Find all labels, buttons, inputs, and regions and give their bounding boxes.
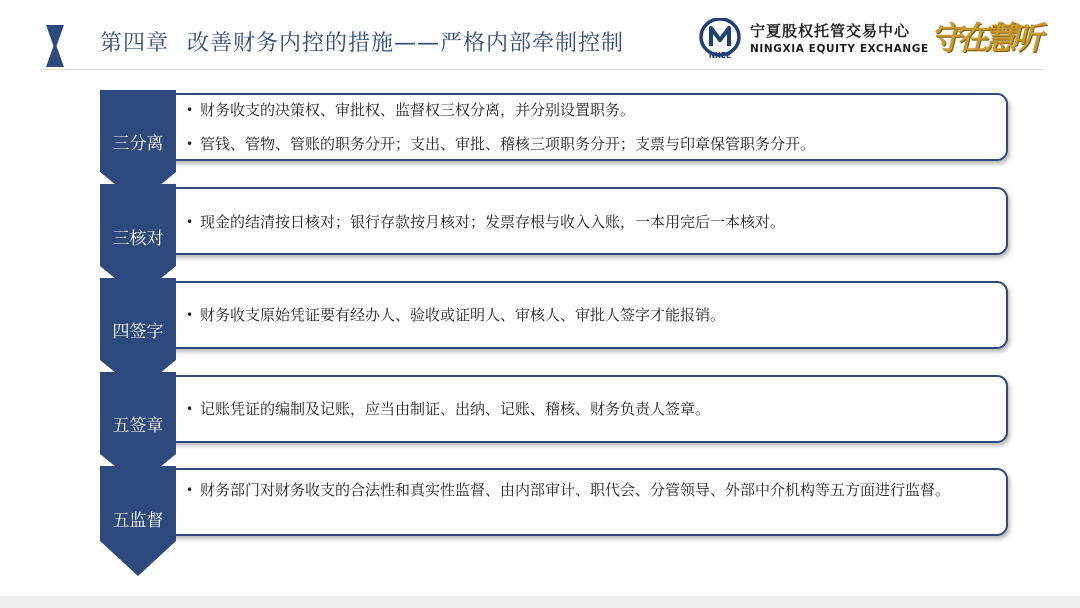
exchange-logo-icon	[698, 18, 742, 60]
hourglass-icon	[46, 25, 64, 67]
chapter-label: 第四章	[100, 31, 170, 56]
page-title	[100, 24, 624, 64]
row-4-item-1: • 记账凭证的编制及记账，应当由制证、出纳、记账、稽核、财务负责人签章。	[186, 400, 711, 418]
slogan-calligraphy: 守在慧听	[930, 19, 1039, 57]
logo-mark-text: NXEE	[708, 51, 732, 60]
bottom-bar	[0, 596, 1080, 608]
row-label-3: 四签字	[112, 322, 164, 342]
row-5-item-1: • 财务部门对财务收支的合法性和真实性监督、由内部审计、职代会、分管领导、外部中介机构等五方面进行监督。	[186, 481, 951, 499]
row-label-5: 五监督	[112, 511, 164, 531]
row-label-4: 五签章	[112, 416, 164, 436]
org-name-cn: 宁夏股权托管交易中心	[750, 22, 911, 40]
title-text: 改善财务内控的措施——严格内部牵制控制	[187, 31, 625, 56]
row-2-item-1: • 现金的结清按日核对；银行存款按月核对；发票存根与收入入账，一本用完后一本核对。	[186, 213, 786, 231]
row-1-item-2: • 管钱、管物、管账的职务分开；支出、审批、稽核三项职务分开；支票与印章保管职务分开。	[186, 135, 816, 153]
row-3-item-1: • 财务收支原始凭证要有经办人、验收或证明人、审核人、审批人签字才能报销。	[186, 306, 726, 324]
org-name-en: NINGXIA EQUITY EXCHANGE	[750, 43, 929, 55]
row-label-2: 三核对	[112, 229, 164, 249]
header-divider	[40, 69, 1045, 70]
row-label-1: 三分离	[112, 134, 164, 154]
row-1-item-1: • 财务收支的决策权、审批权、监督权三权分离，并分别设置职务。	[186, 101, 636, 119]
